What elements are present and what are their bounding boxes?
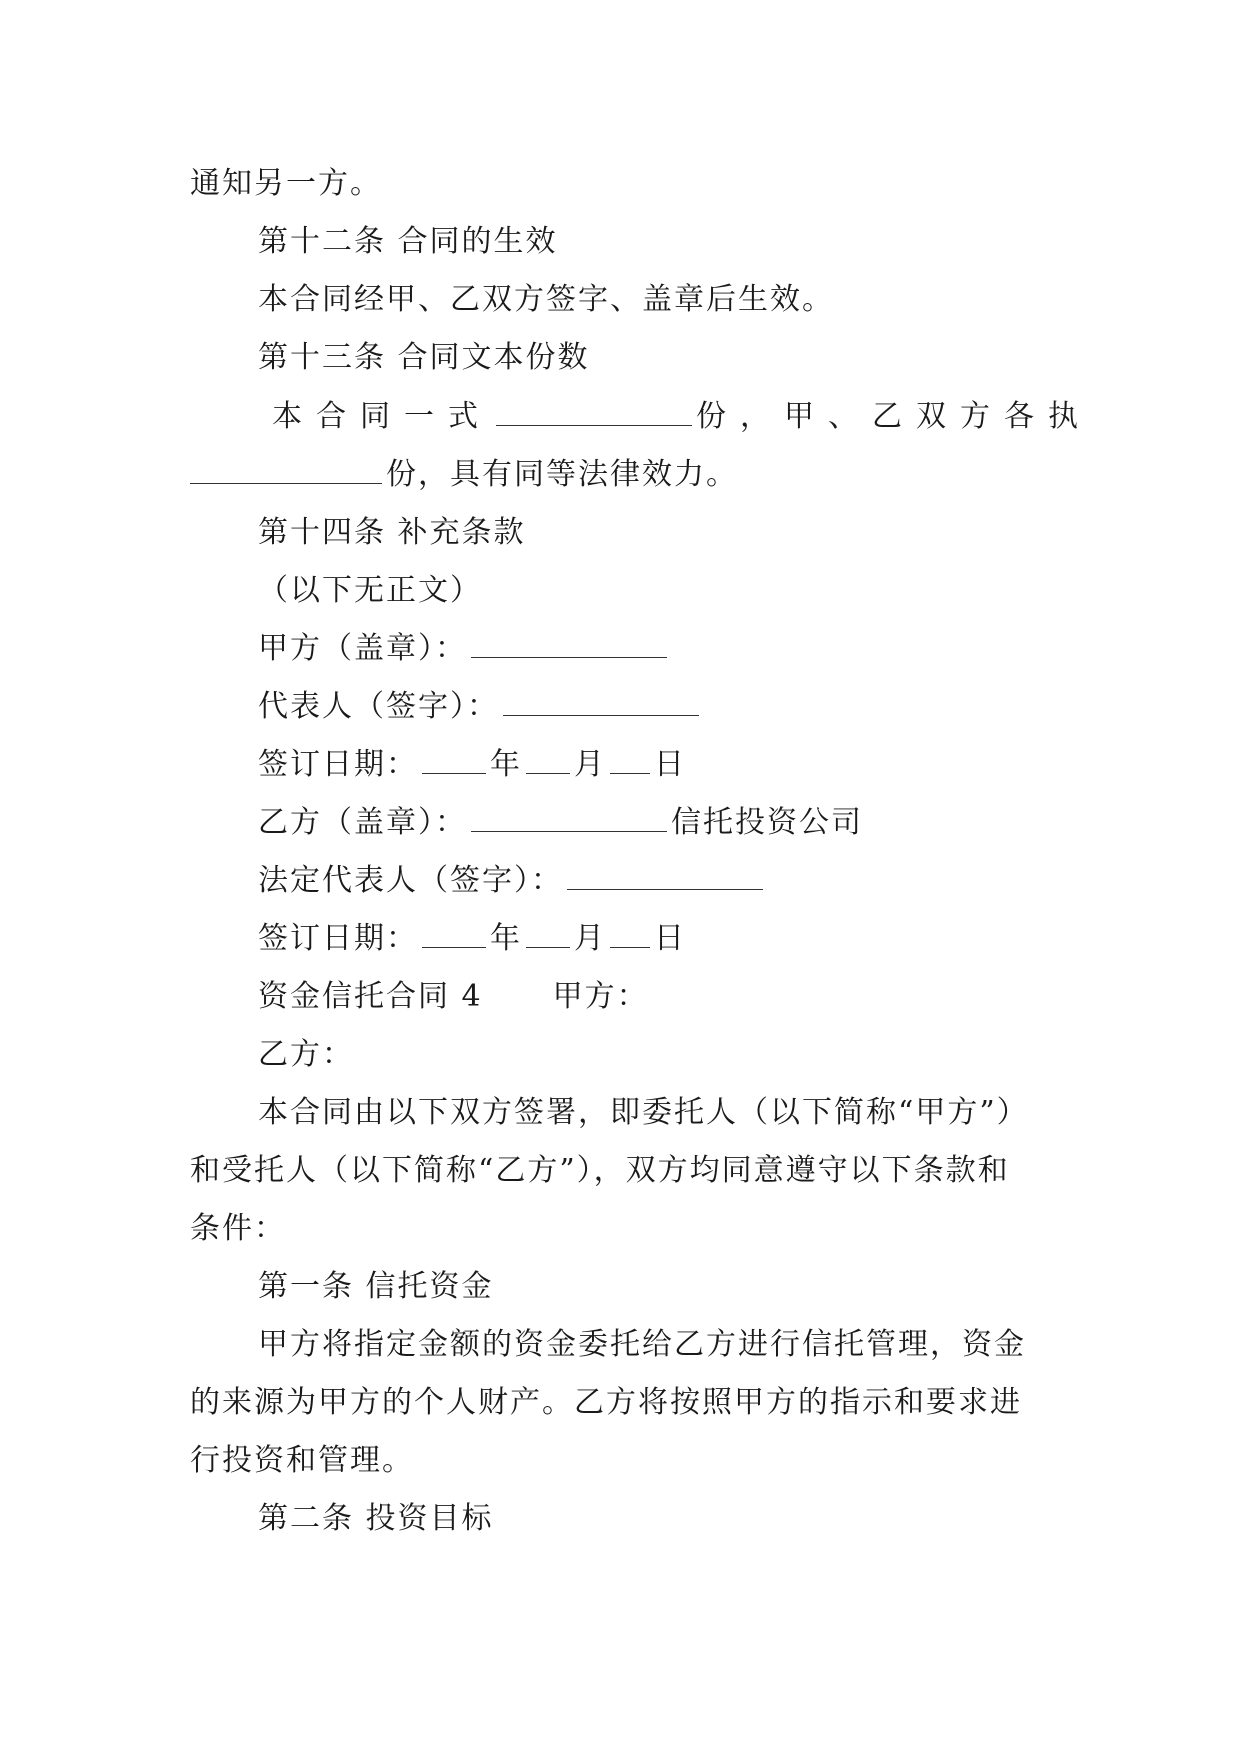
day-label: 日 xyxy=(654,921,686,956)
field-label: 签订日期： xyxy=(258,747,418,782)
signature-line-party-b xyxy=(258,803,863,843)
day-blank xyxy=(610,921,650,948)
paragraph-line: 本合同经甲、乙双方签字、盖章后生效。 xyxy=(258,282,834,317)
paragraph-line: 甲方将指定金额的资金委托给乙方进行信托管理，资金 xyxy=(258,1327,1026,1362)
article-heading: 第十三条 合同文本份数 xyxy=(258,340,590,375)
article-heading: 第十二条 合同的生效 xyxy=(258,224,558,259)
paragraph-line: 通知另一方。 xyxy=(190,166,382,201)
day-label: 日 xyxy=(654,747,686,782)
field-label: 甲方（盖章）： xyxy=(258,631,467,666)
company-suffix: 信托投资公司 xyxy=(671,805,863,840)
year-label: 年 xyxy=(490,747,522,782)
article-heading: 第十四条 补充条款 xyxy=(258,515,526,550)
article-heading: 第二条 投资目标 xyxy=(258,1501,494,1536)
signature-line-party-a xyxy=(258,629,671,669)
paragraph-line xyxy=(272,397,1092,437)
signing-date-line-a xyxy=(258,745,686,785)
field-label: 代表人（签字）： xyxy=(258,689,499,724)
signing-date-line-b xyxy=(258,919,686,959)
day-blank xyxy=(610,747,650,774)
party-a-label: 甲方： xyxy=(552,979,649,1014)
article-heading: 第一条 信托资金 xyxy=(258,1269,494,1304)
legal-representative-blank xyxy=(567,863,763,890)
paragraph-line: 本合同由以下双方签署，即委托人（以下简称“甲方”） xyxy=(258,1095,1029,1130)
representative-signature-blank xyxy=(503,689,699,716)
month-blank xyxy=(526,747,570,774)
year-blank xyxy=(422,921,486,948)
paragraph-line: 和受托人（以下简称“乙方”），双方均同意遵守以下条款和 xyxy=(190,1153,1010,1188)
copies-blank xyxy=(496,399,692,426)
signature-line-representative xyxy=(258,687,703,727)
paragraph-text: 份，具有同等法律效力。 xyxy=(386,457,738,492)
year-label: 年 xyxy=(490,921,522,956)
year-blank xyxy=(422,747,486,774)
field-label: 签订日期： xyxy=(258,921,418,956)
paragraph-line: 行投资和管理。 xyxy=(190,1443,414,1478)
copies-each-blank xyxy=(190,457,382,484)
party-b-seal-blank xyxy=(471,805,667,832)
field-label: 法定代表人（签字）： xyxy=(258,863,563,898)
month-blank xyxy=(526,921,570,948)
paragraph-line xyxy=(190,455,738,495)
paragraph-line: 条件： xyxy=(190,1211,286,1246)
month-label: 月 xyxy=(574,747,606,782)
paragraph-line: （以下无正文） xyxy=(258,573,482,608)
contract-title: 资金信托合同 4 xyxy=(258,979,483,1014)
signature-line-legal-representative xyxy=(258,861,767,901)
month-label: 月 xyxy=(574,921,606,956)
contract-title-line xyxy=(258,977,649,1017)
paragraph-text: 本合同一式 xyxy=(272,399,492,434)
paragraph-line: 的来源为甲方的个人财产。乙方将按照甲方的指示和要求进 xyxy=(190,1385,1022,1420)
field-label: 乙方（盖章）： xyxy=(258,805,467,840)
party-b-label: 乙方： xyxy=(258,1037,354,1072)
paragraph-text: 份，甲、乙双方各执 xyxy=(696,399,1092,434)
party-a-seal-blank xyxy=(471,631,667,658)
